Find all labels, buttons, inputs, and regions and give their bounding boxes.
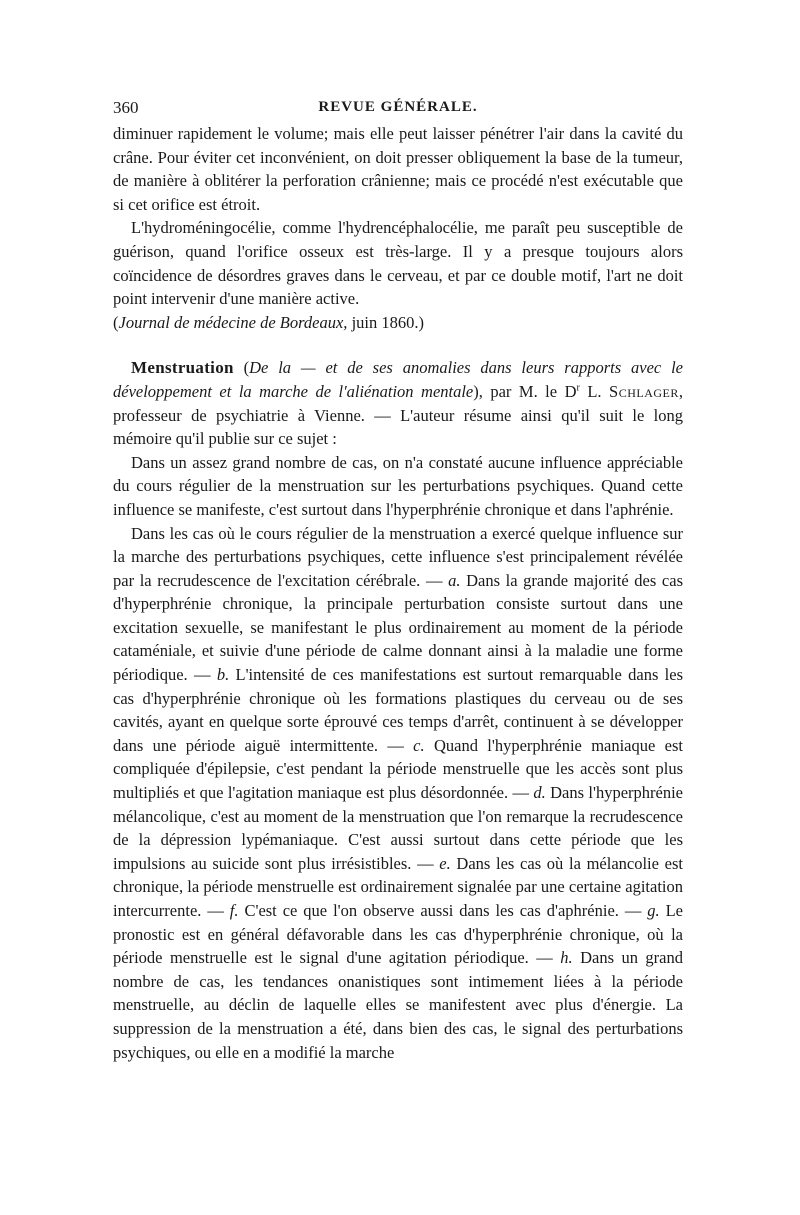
text-segment: Dans les cas où la mélancolie est chronique, la période menstruelle est ordinairement signalée par une certaine agitation intercurrente. — [113, 853, 683, 920]
text-segment: Le pronostic est en général défavorable dans les cas d'hyperphrénie chronique, où la période menstruelle est le signal d'une agitation périodique. — [113, 901, 684, 968]
article-subtitle: De la — et de ses anomalies dans leurs rapports avec le développement et la marche de l'aliénation mentale [113, 358, 683, 401]
paragraph-text: L'hydroméningocélie, comme l'hydrencéphalocélie, me paraît peu susceptible de guérison, quand l'orifice osseux est très-large. Il y a presque toujours alors coïncidence de désordres graves dans le cerveau, et par ce double motif, l'art ne doit point intervenir d'une manière active. [113, 218, 683, 309]
paragraph-observations [113, 522, 683, 1065]
subtitle-close: ), par M. le [473, 381, 558, 401]
paragraph-text: diminuer rapidement le volume; mais elle peut laisser pénétrer l'air dans la cavité du crâne. Pour éviter cet inconvénient, on doit presser obliquement la base de la tumeur, de manière à oblitérer la perforation crânienne; mais ce procédé n'est exécutable que si cet orifice est étroit. [113, 124, 683, 214]
article-lead-title: Menstruation [131, 358, 234, 378]
text-segment: C'est ce que l'on observe aussi dans les cas d'aphrénie. — [238, 901, 648, 920]
author-initial: L. [579, 381, 610, 401]
item-marker-c: c. [413, 735, 425, 755]
text-segment: Dans les cas où le cours régulier de la menstruation a exercé quelque influence sur la marche des perturbations psychiques, cette influence s'est principalement révélée par la recrudescence de l'excitation cérébrale. — [113, 523, 683, 590]
item-marker-b: b. [216, 665, 230, 685]
item-marker-g: g. [647, 901, 660, 920]
running-title: REVUE GÉNÉRALE. [318, 99, 478, 115]
item-marker-a: a. [448, 570, 461, 590]
paragraph-influence [113, 451, 683, 522]
author-name: Schlager [609, 381, 679, 401]
subtitle-open: ( [233, 358, 250, 378]
text-segment: Dans l'hyperphrénie mélancolique, c'est au moment de la menstruation que l'on remarque la recrudescence de la dépression lypémaniaque. C'est aussi surtout dans cette période que les impulsions au suicide sont plus irrésistibles. — [113, 783, 683, 873]
article-heading-paragraph [113, 356, 683, 450]
citation-date: juin 1860.) [347, 312, 424, 332]
item-marker-e: e. [439, 853, 451, 873]
item-marker-h: h. [560, 948, 573, 968]
citation-journal: Journal de médecine de Bordeaux, [118, 312, 348, 332]
author-description: , professeur de psychiatrie à Vienne. — L'auteur résume ainsi qu'il suit le long mémoire qu'il publie sur ce sujet : [113, 381, 683, 449]
item-marker-d: d. [533, 783, 546, 803]
text-segment: Quand l'hyperphrénie maniaque est compliquée d'épilepsie, c'est pendant la période menstruelle que les accès sont plus multipliés et que l'agitation maniaque est plus désordonnée. — [113, 735, 683, 803]
text-segment: L'intensité de ces manifestations est surtout remarquable dans les cas d'hyperphrénie chronique où les formations plastiques du cerveau ou de ses cavités, ayant en quelque sorte éprouvé ces temps d'arrêt, continuent à se développer dans une période aiguë intermittente. — [113, 665, 684, 755]
paragraph-text: Dans un assez grand nombre de cas, on n'a constaté aucune influence appréciable du cours régulier de la menstruation sur les perturbations psychiques. Quand cette influence se manifeste, c'est surtout dans l'hyperphrénie chronique et dans l'aphrénie. [113, 452, 683, 519]
paragraph-hydromeningocele [113, 216, 683, 334]
book-page [113, 96, 683, 1064]
text-segment: Dans un grand nombre de cas, les tendances onanistiques sont intimement liées à la période menstruelle, au déclin de laquelle elles se manifestent avec plus d'énergie. La suppression de la menstruation a été, dans bien des cas, le signal des perturbations psychiques, ou elle en a modifié la marche [113, 948, 683, 1062]
text-segment: Dans la grande majorité des cas d'hyperphrénie chronique, la principale perturbation consiste surtout dans une excitation sexuelle, se manifestant le plus ordinairement au moment de la période cataméniale, et suivie d'une période de calme donnant ainsi à la maladie une forme périodique. — [113, 570, 683, 685]
citation-open: ( [113, 312, 119, 332]
paragraph-continuation [113, 122, 683, 216]
page-header [113, 96, 683, 122]
author-title-superscript: r [576, 382, 580, 394]
author-prefix: D [557, 381, 577, 401]
item-marker-f: f. [229, 901, 239, 920]
page-number: 360 [113, 98, 139, 117]
